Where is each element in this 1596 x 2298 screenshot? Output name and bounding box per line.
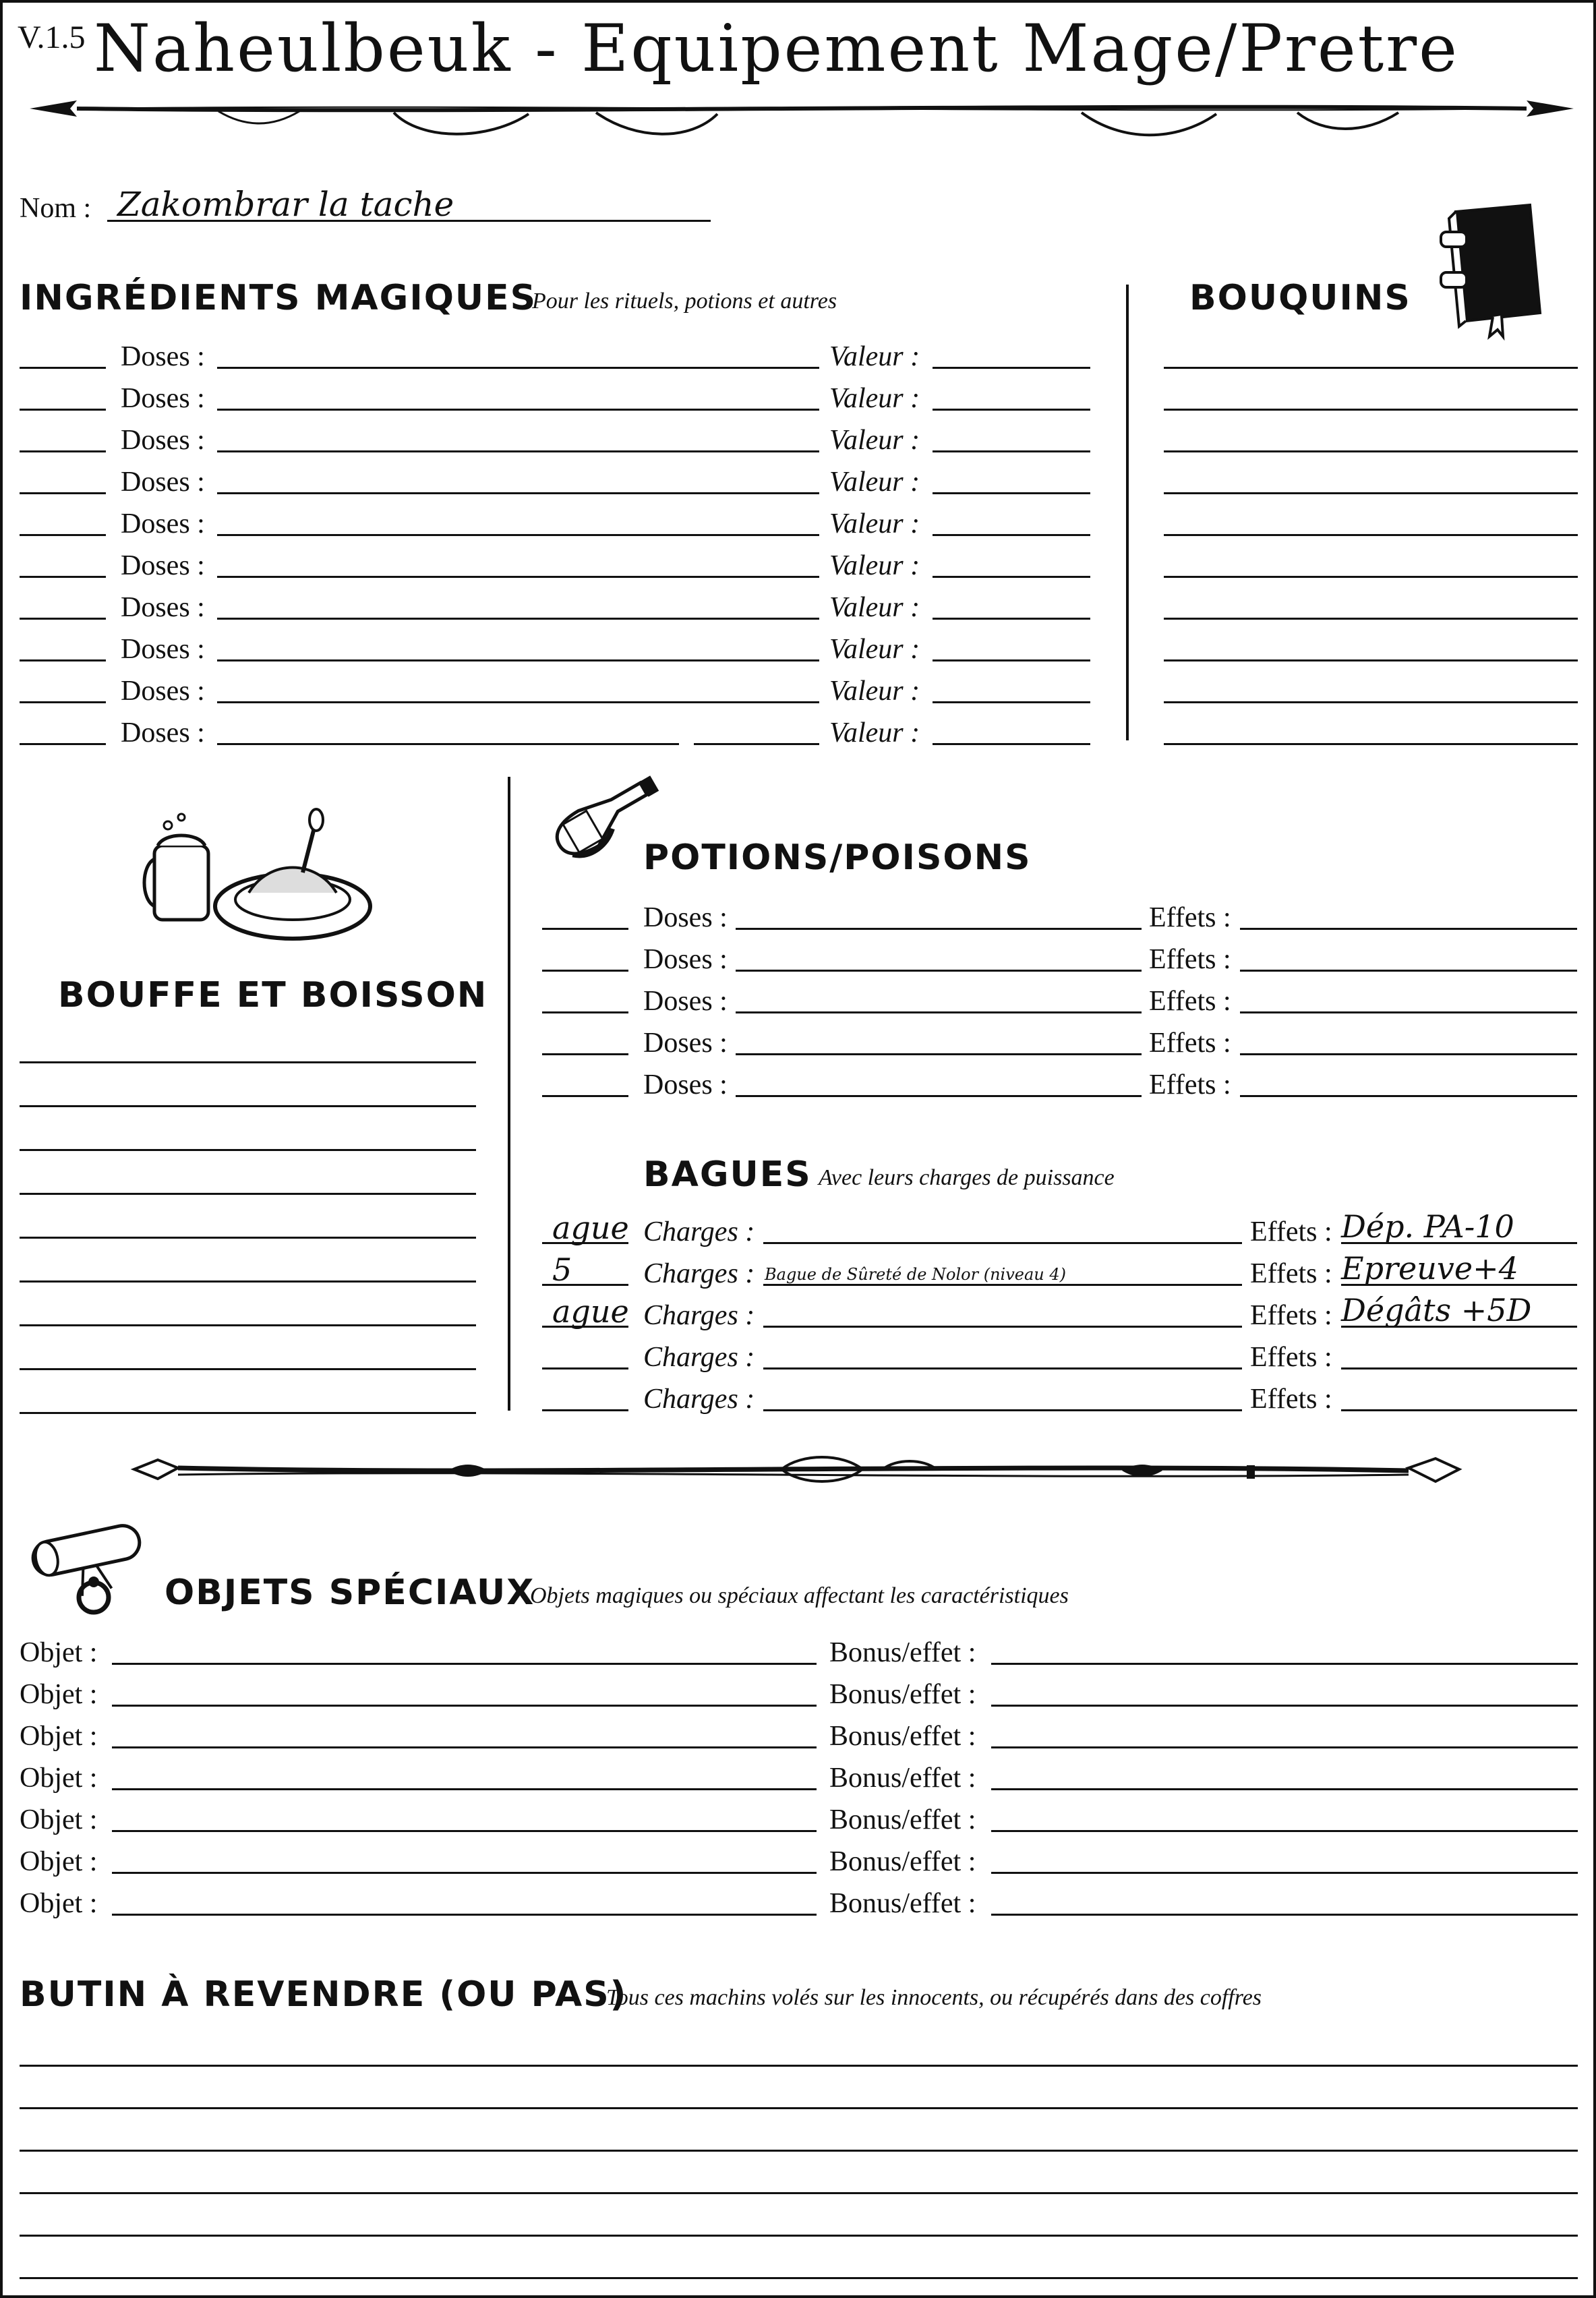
potion-qty-field[interactable] <box>542 1095 628 1097</box>
ring-qty-value[interactable]: 5 <box>552 1251 572 1288</box>
ingredient-qty-field[interactable] <box>20 618 106 620</box>
ring-qty-field[interactable] <box>542 1409 628 1411</box>
ingredient-value-label: Valeur : <box>829 383 920 414</box>
potion-doses-label: Doses : <box>643 986 728 1017</box>
ingredient-value-field[interactable] <box>933 743 1090 745</box>
staff-divider-icon <box>127 1449 1462 1496</box>
object-name-field[interactable] <box>112 1663 817 1665</box>
ingredient-value-field[interactable] <box>933 701 1090 703</box>
ingredient-qty-field[interactable] <box>20 659 106 661</box>
bouffe-title: BOUFFE ET BOISSON <box>58 975 488 1015</box>
name-label: Nom : <box>20 193 92 224</box>
object-bonus-label: Bonus/effet : <box>829 1637 976 1668</box>
potion-qty-field[interactable] <box>542 1053 628 1055</box>
ingredient-doses-label: Doses : <box>121 676 205 707</box>
potion-effects-label: Effets : <box>1149 986 1231 1017</box>
book-entry-field[interactable] <box>1164 743 1578 745</box>
ingredient-name-field[interactable] <box>217 659 819 661</box>
object-bonus-field[interactable] <box>991 1830 1578 1832</box>
object-bonus-field[interactable] <box>991 1705 1578 1707</box>
ring-effects-label: Effets : <box>1250 1300 1332 1331</box>
ingredient-value-field[interactable] <box>933 450 1090 452</box>
loot-entry-field[interactable] <box>20 2235 1578 2237</box>
objets-title: OBJETS SPÉCIAUX <box>165 1572 535 1613</box>
ingredient-value-field[interactable] <box>933 618 1090 620</box>
food-entry-field[interactable] <box>20 1324 476 1326</box>
book-entry-field[interactable] <box>1164 701 1578 703</box>
ingredient-name-field[interactable] <box>217 534 819 536</box>
loot-entry-field[interactable] <box>20 2150 1578 2152</box>
ingredient-value-label: Valeur : <box>829 341 920 372</box>
object-bonus-label: Bonus/effet : <box>829 1804 976 1835</box>
object-name-field[interactable] <box>112 1788 817 1790</box>
food-entry-field[interactable] <box>20 1280 476 1283</box>
ring-charges-field[interactable] <box>763 1242 1242 1244</box>
potion-effect-field[interactable] <box>1240 1011 1577 1013</box>
ingredient-value-field[interactable] <box>933 409 1090 411</box>
loot-entry-field[interactable] <box>20 2277 1578 2279</box>
food-entry-field[interactable] <box>20 1061 476 1063</box>
food-entry-field[interactable] <box>20 1237 476 1239</box>
potions-title: POTIONS/POISONS <box>643 837 1032 878</box>
ingredient-name-field[interactable] <box>217 618 819 620</box>
book-entry-field[interactable] <box>1164 576 1578 578</box>
ingredient-value-field[interactable] <box>933 534 1090 536</box>
object-bonus-field[interactable] <box>991 1872 1578 1874</box>
ingredient-value-field[interactable] <box>933 576 1090 578</box>
ring-charges-field[interactable] <box>763 1326 1242 1328</box>
potion-doses-label: Doses : <box>643 902 728 933</box>
ring-effect-field[interactable] <box>1341 1409 1577 1411</box>
object-name-field[interactable] <box>112 1830 817 1832</box>
potion-effect-field[interactable] <box>1240 1095 1577 1097</box>
ingredient-qty-field[interactable] <box>20 701 106 703</box>
potion-effect-field[interactable] <box>1240 928 1577 930</box>
book-entry-field[interactable] <box>1164 618 1578 620</box>
ring-effect-field[interactable] <box>1341 1367 1577 1369</box>
loot-entry-field[interactable] <box>20 2192 1578 2194</box>
ring-charges-value[interactable]: Bague de Sûreté de Nolor (niveau 4) <box>765 1265 1066 1284</box>
potion-effects-label: Effets : <box>1149 1028 1231 1059</box>
name-underline <box>107 220 711 222</box>
object-label: Objet : <box>20 1679 98 1710</box>
object-bonus-label: Bonus/effet : <box>829 1763 976 1794</box>
object-bonus-label: Bonus/effet : <box>829 1679 976 1710</box>
loot-entry-field[interactable] <box>20 2107 1578 2109</box>
ingredient-qty-field[interactable] <box>20 534 106 536</box>
ring-effect-value[interactable]: Dégâts +5D <box>1341 1292 1532 1328</box>
loot-entry-field[interactable] <box>20 2065 1578 2067</box>
book-icon <box>1436 198 1550 340</box>
food-entry-field[interactable] <box>20 1368 476 1370</box>
ring-effects-label: Effets : <box>1250 1384 1332 1415</box>
object-bonus-field[interactable] <box>991 1788 1578 1790</box>
object-label: Objet : <box>20 1888 98 1919</box>
potion-name-field[interactable] <box>736 970 1142 972</box>
object-bonus-label: Bonus/effet : <box>829 1721 976 1752</box>
name-value[interactable]: Zakombrar la tache <box>117 185 454 224</box>
ingredient-name-field[interactable] <box>217 450 819 452</box>
object-bonus-field[interactable] <box>991 1914 1578 1916</box>
food-entry-field[interactable] <box>20 1149 476 1151</box>
ingredient-qty-field[interactable] <box>20 450 106 452</box>
ingredient-name-field-extra[interactable] <box>694 743 819 745</box>
ingredient-qty-field[interactable] <box>20 409 106 411</box>
ingredient-qty-field[interactable] <box>20 492 106 494</box>
ingredient-qty-field[interactable] <box>20 576 106 578</box>
ingredient-doses-label: Doses : <box>121 634 205 665</box>
ring-qty-value[interactable]: ague <box>552 1210 629 1246</box>
object-label: Objet : <box>20 1637 98 1668</box>
potion-qty-field[interactable] <box>542 928 628 930</box>
ring-charges-label: Charges : <box>643 1342 755 1373</box>
ingredient-name-field[interactable] <box>217 576 819 578</box>
ingredient-value-label: Valeur : <box>829 467 920 498</box>
food-entry-field[interactable] <box>20 1105 476 1107</box>
ingredient-value-field[interactable] <box>933 492 1090 494</box>
potion-effects-label: Effets : <box>1149 944 1231 975</box>
ring-effect-value[interactable]: Dép. PA-10 <box>1341 1208 1514 1245</box>
ring-effects-label: Effets : <box>1250 1216 1332 1247</box>
page-title: Naheulbeuk - Equipement Mage/Pretre <box>94 11 1459 86</box>
book-entry-field[interactable] <box>1164 492 1578 494</box>
ingredient-value-label: Valeur : <box>829 425 920 456</box>
ring-qty-value[interactable]: ague <box>552 1293 629 1330</box>
potion-qty-field[interactable] <box>542 970 628 972</box>
ingredient-name-field[interactable] <box>217 701 819 703</box>
object-label: Objet : <box>20 1846 98 1877</box>
scroll-and-ring-icon <box>20 1513 154 1618</box>
ingredient-value-label: Valeur : <box>829 592 920 623</box>
book-entry-field[interactable] <box>1164 450 1578 452</box>
ingredient-name-field[interactable] <box>217 409 819 411</box>
book-entry-field[interactable] <box>1164 659 1578 661</box>
object-bonus-label: Bonus/effet : <box>829 1888 976 1919</box>
ring-charges-label: Charges : <box>643 1216 755 1247</box>
butin-subtitle: Tous ces machins volés sur les innocents, ou récupérés dans des coffres <box>606 1985 1262 2010</box>
ingredient-value-label: Valeur : <box>829 717 920 748</box>
object-name-field[interactable] <box>112 1746 817 1748</box>
ring-effect-value[interactable]: Epreuve+4 <box>1341 1250 1518 1287</box>
object-bonus-field[interactable] <box>991 1663 1578 1665</box>
ingredients-bouquins-divider <box>1126 285 1129 740</box>
ingredient-doses-label: Doses : <box>121 467 205 498</box>
potion-name-field[interactable] <box>736 928 1142 930</box>
ring-charges-label: Charges : <box>643 1384 755 1415</box>
food-and-tankard-icon <box>141 805 377 947</box>
ring-qty-field[interactable] <box>542 1367 628 1369</box>
ingredient-qty-field[interactable] <box>20 743 106 745</box>
butin-title: BUTIN À REVENDRE (OU PAS) <box>20 1974 628 2015</box>
bagues-subtitle: Avec leurs charges de puissance <box>819 1165 1115 1190</box>
ingredient-value-field[interactable] <box>933 659 1090 661</box>
potion-name-field[interactable] <box>736 1053 1142 1055</box>
object-bonus-label: Bonus/effet : <box>829 1846 976 1877</box>
ring-charges-label: Charges : <box>643 1300 755 1331</box>
ingredient-doses-label: Doses : <box>121 341 205 372</box>
ingredient-value-label: Valeur : <box>829 634 920 665</box>
ring-charges-field[interactable] <box>763 1284 1242 1286</box>
book-entry-field[interactable] <box>1164 367 1578 369</box>
potion-doses-label: Doses : <box>643 944 728 975</box>
object-label: Objet : <box>20 1763 98 1794</box>
potion-doses-label: Doses : <box>643 1028 728 1059</box>
ingredient-doses-label: Doses : <box>121 425 205 456</box>
object-bonus-field[interactable] <box>991 1746 1578 1748</box>
potion-qty-field[interactable] <box>542 1011 628 1013</box>
ingredient-value-label: Valeur : <box>829 550 920 581</box>
ingredient-doses-label: Doses : <box>121 383 205 414</box>
book-entry-field[interactable] <box>1164 534 1578 536</box>
version-label: V.1.5 <box>18 20 86 55</box>
potion-name-field[interactable] <box>736 1011 1142 1013</box>
bouffe-potions-divider <box>508 777 510 1411</box>
ingredients-subtitle: Pour les rituels, potions et autres <box>532 289 837 314</box>
object-name-field[interactable] <box>112 1914 817 1916</box>
food-entry-field[interactable] <box>20 1193 476 1195</box>
ingredient-doses-label: Doses : <box>121 508 205 539</box>
ingredient-doses-label: Doses : <box>121 550 205 581</box>
potion-name-field[interactable] <box>736 1095 1142 1097</box>
ingredient-name-field[interactable] <box>217 492 819 494</box>
potion-effect-field[interactable] <box>1240 1053 1577 1055</box>
ingredient-value-field[interactable] <box>933 367 1090 369</box>
ring-effects-label: Effets : <box>1250 1258 1332 1289</box>
potion-effect-field[interactable] <box>1240 970 1577 972</box>
book-entry-field[interactable] <box>1164 409 1578 411</box>
spear-divider-icon <box>16 87 1587 148</box>
objets-subtitle: Objets magiques ou spéciaux affectant les caractéristiques <box>530 1583 1069 1608</box>
ring-charges-label: Charges : <box>643 1258 755 1289</box>
ingredient-value-label: Valeur : <box>829 676 920 707</box>
ingredient-value-label: Valeur : <box>829 508 920 539</box>
object-label: Objet : <box>20 1804 98 1835</box>
ring-charges-field[interactable] <box>763 1409 1242 1411</box>
ring-charges-field[interactable] <box>763 1367 1242 1369</box>
ingredient-name-field[interactable] <box>217 743 679 745</box>
ring-effects-label: Effets : <box>1250 1342 1332 1373</box>
ingredient-doses-label: Doses : <box>121 592 205 623</box>
food-entry-field[interactable] <box>20 1412 476 1414</box>
object-name-field[interactable] <box>112 1872 817 1874</box>
bouquins-title: BOUQUINS <box>1189 278 1411 318</box>
ingredient-qty-field[interactable] <box>20 367 106 369</box>
object-name-field[interactable] <box>112 1705 817 1707</box>
potion-effects-label: Effets : <box>1149 1069 1231 1100</box>
object-label: Objet : <box>20 1721 98 1752</box>
ingredient-name-field[interactable] <box>217 367 819 369</box>
potion-effects-label: Effets : <box>1149 902 1231 933</box>
ingredient-doses-label: Doses : <box>121 717 205 748</box>
bagues-title: BAGUES <box>643 1154 812 1195</box>
potion-doses-label: Doses : <box>643 1069 728 1100</box>
ingredients-title: INGRÉDIENTS MAGIQUES <box>20 278 537 318</box>
